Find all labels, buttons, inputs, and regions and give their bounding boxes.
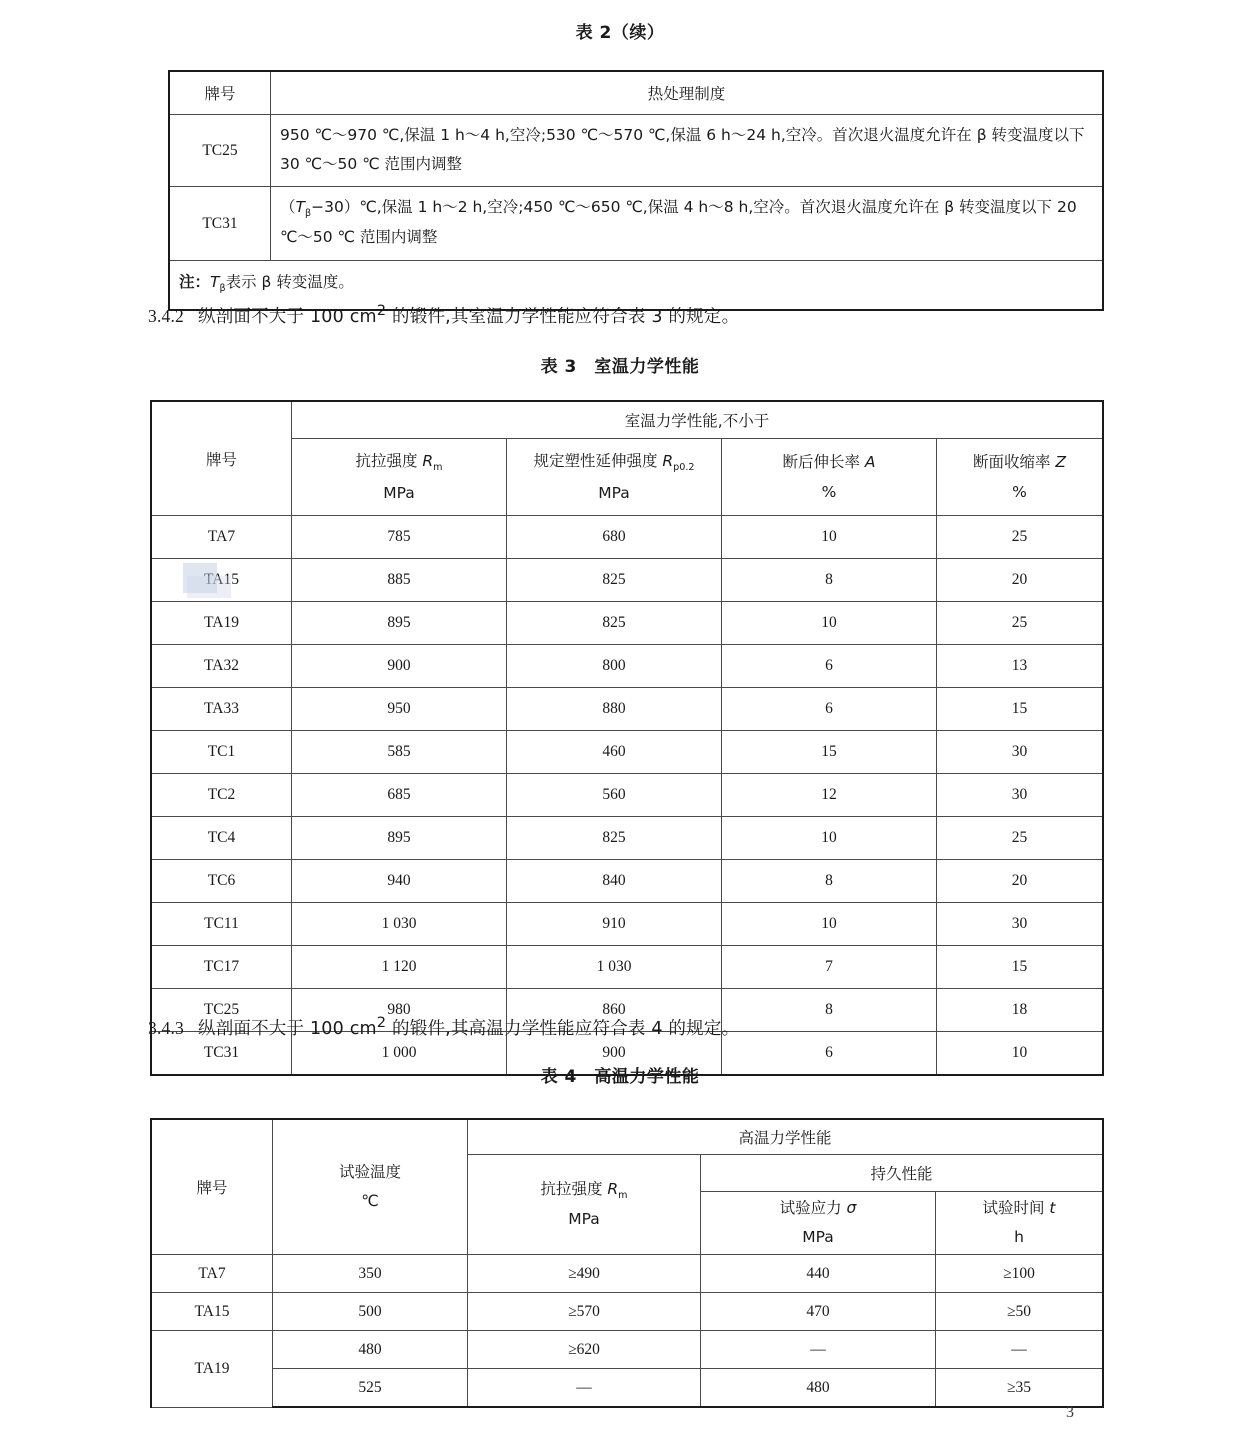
table3-elongation: 10 bbox=[722, 602, 937, 645]
table2-header-treatment: 热处理制度 bbox=[271, 71, 1104, 115]
table4-rm: ≥620 bbox=[468, 1331, 701, 1369]
table4-grade: TA19 bbox=[151, 1331, 273, 1408]
table3-reduction: 20 bbox=[937, 559, 1104, 602]
table3-rp02: 840 bbox=[507, 860, 722, 903]
table3-header-reduction-name: 断面收缩率 bbox=[972, 452, 1056, 471]
table3-rp02: 900 bbox=[507, 1032, 722, 1076]
table3-elongation: 6 bbox=[722, 1032, 937, 1076]
table3-grade: TC2 bbox=[151, 774, 292, 817]
table3-header-rm-symbol: R bbox=[422, 451, 434, 470]
table-row bbox=[151, 1331, 1103, 1369]
table3-rm: 1 120 bbox=[292, 946, 507, 989]
table3-header-rp02-name: 规定塑性延伸强度 bbox=[533, 451, 663, 470]
table3-rm: 895 bbox=[292, 602, 507, 645]
table-row bbox=[151, 1255, 1103, 1293]
table3-rm: 1 000 bbox=[292, 1032, 507, 1076]
table3-header-rm bbox=[292, 439, 507, 516]
table3-reduction: 30 bbox=[937, 731, 1104, 774]
table3-header-rm-name: 抗拉强度 bbox=[355, 451, 423, 470]
table4-rm: ≥570 bbox=[468, 1293, 701, 1331]
table3-grade: TC31 bbox=[151, 1032, 292, 1076]
table4-header-rm-symbol: R bbox=[607, 1179, 619, 1198]
table3-rp02: 825 bbox=[507, 817, 722, 860]
table4-rm: ≥490 bbox=[468, 1255, 701, 1293]
table3-header-elongation bbox=[722, 439, 937, 516]
table4-header-test-time-unit: h bbox=[1014, 1228, 1024, 1246]
table-3-room-temperature-properties bbox=[150, 400, 1104, 1076]
table2-treatment-tc25 bbox=[271, 115, 1104, 187]
table4-stress: — bbox=[701, 1331, 936, 1369]
table3-grade: TA7 bbox=[151, 516, 292, 559]
table3-rm: 895 bbox=[292, 817, 507, 860]
table-2-continued bbox=[168, 70, 1104, 311]
table3-header-rp02-symbol: R bbox=[662, 451, 674, 470]
table2-treatment-tc31 bbox=[271, 187, 1104, 261]
table-row bbox=[151, 731, 1103, 774]
table4-header-test-stress bbox=[701, 1192, 936, 1255]
table3-grade: TC17 bbox=[151, 946, 292, 989]
table-row bbox=[169, 187, 1103, 261]
table-row bbox=[151, 817, 1103, 860]
table3-elongation: 10 bbox=[722, 516, 937, 559]
table3-rm: 900 bbox=[292, 645, 507, 688]
table2-grade-tc31: TC31 bbox=[169, 187, 271, 261]
table3-rp02: 680 bbox=[507, 516, 722, 559]
table3-rp02: 1 030 bbox=[507, 946, 722, 989]
table3-reduction: 13 bbox=[937, 645, 1104, 688]
table4-time: — bbox=[936, 1331, 1104, 1369]
page-number: 3 bbox=[1066, 1404, 1074, 1421]
note-tbeta-symbol: T bbox=[210, 273, 220, 292]
table3-caption: 表 3 室温力学性能 bbox=[540, 357, 700, 377]
table4-group-header: 高温力学性能 bbox=[468, 1119, 1104, 1155]
table-row bbox=[151, 903, 1103, 946]
table3-reduction: 15 bbox=[937, 946, 1104, 989]
table3-elongation: 6 bbox=[722, 645, 937, 688]
table3-reduction: 10 bbox=[937, 1032, 1104, 1076]
table2-header-row bbox=[169, 71, 1103, 115]
table3-grade: TA15 bbox=[151, 559, 292, 602]
table4-temp: 500 bbox=[273, 1293, 468, 1331]
table4-grade: TA15 bbox=[151, 1293, 273, 1331]
tc31-tbeta-symbol: T bbox=[295, 198, 305, 217]
note-tbeta-subscript: β bbox=[219, 283, 226, 295]
table-row bbox=[151, 602, 1103, 645]
table4-temp: 525 bbox=[273, 1369, 468, 1408]
table3-rp02: 910 bbox=[507, 903, 722, 946]
table3-reduction: 30 bbox=[937, 774, 1104, 817]
table3-rm: 585 bbox=[292, 731, 507, 774]
table3-header-rp02-unit: MPa bbox=[598, 483, 630, 502]
table4-header-test-stress-unit: MPa bbox=[802, 1228, 834, 1246]
table3-header-grade: 牌号 bbox=[151, 401, 292, 516]
table3-header-elongation-name: 断后伸长率 bbox=[782, 452, 865, 471]
table-row bbox=[151, 559, 1103, 602]
clause-3-4-2-text-a: 纵剖面不大于 100 cm bbox=[198, 306, 377, 327]
table3-header-reduction-symbol: Z bbox=[1055, 452, 1067, 471]
table4-stress: 440 bbox=[701, 1255, 936, 1293]
clause-3-4-3-number: 3.4.3 bbox=[148, 1017, 184, 1038]
table4-header-rm-subscript: m bbox=[618, 1189, 628, 1201]
clause-3-4-2-number: 3.4.2 bbox=[148, 305, 184, 326]
table-row bbox=[169, 115, 1103, 187]
table3-grade: TC11 bbox=[151, 903, 292, 946]
table4-caption: 表 4 高温力学性能 bbox=[540, 1067, 700, 1087]
tc31-paren: （ bbox=[280, 198, 296, 217]
table4-header-test-stress-symbol: σ bbox=[846, 1198, 857, 1217]
clause-3-4-3-text-a: 纵剖面不大于 100 cm bbox=[198, 1018, 377, 1039]
table3-reduction: 30 bbox=[937, 903, 1104, 946]
table3-rm: 940 bbox=[292, 860, 507, 903]
note-label: 注： bbox=[179, 273, 211, 292]
table3-rm: 950 bbox=[292, 688, 507, 731]
clause-3-4-2-text-b: 的锻件,其室温力学性能应符合表 3 的规定。 bbox=[386, 306, 740, 327]
table4-header-test-temperature-name: 试验温度 bbox=[338, 1162, 401, 1181]
table4-header-rm-unit: MPa bbox=[568, 1209, 600, 1228]
clause-3-4-3 bbox=[148, 1012, 739, 1042]
table4-stress: 480 bbox=[701, 1369, 936, 1408]
table3-column-header-row bbox=[151, 439, 1103, 516]
tc31-tbeta-subscript: β bbox=[304, 208, 312, 220]
table4-header-grade: 牌号 bbox=[151, 1119, 273, 1255]
clause-3-4-2-superscript: 2 bbox=[376, 302, 387, 319]
note-text: 表示 β 转变温度。 bbox=[225, 273, 354, 292]
table-row bbox=[151, 1369, 1103, 1408]
table3-rp02: 860 bbox=[507, 989, 722, 1032]
table3-grade: TC1 bbox=[151, 731, 292, 774]
table3-header-rm-unit: MPa bbox=[383, 483, 415, 502]
table3-reduction: 18 bbox=[937, 989, 1104, 1032]
table3-grade: TC6 bbox=[151, 860, 292, 903]
table3-elongation: 7 bbox=[722, 946, 937, 989]
table3-header-elongation-unit: % bbox=[821, 483, 837, 501]
table4-header-test-time bbox=[936, 1192, 1104, 1255]
table4-header-test-time-symbol: t bbox=[1049, 1198, 1056, 1217]
table3-rm: 685 bbox=[292, 774, 507, 817]
table3-rm: 1 030 bbox=[292, 903, 507, 946]
table3-elongation: 12 bbox=[722, 774, 937, 817]
table3-elongation: 8 bbox=[722, 860, 937, 903]
table4-header-test-temperature bbox=[273, 1119, 468, 1255]
table4-header-test-time-name: 试验时间 bbox=[982, 1198, 1050, 1217]
table-row bbox=[151, 645, 1103, 688]
table3-reduction: 15 bbox=[937, 688, 1104, 731]
table3-rp02: 560 bbox=[507, 774, 722, 817]
table3-header-reduction bbox=[937, 439, 1104, 516]
clause-3-4-3-superscript: 2 bbox=[376, 1014, 387, 1031]
table3-header-elongation-symbol: A bbox=[864, 452, 876, 471]
table3-header-rp02-subscript: p0.2 bbox=[673, 462, 695, 474]
table4-header-test-stress-name: 试验应力 bbox=[779, 1198, 847, 1217]
table3-reduction: 25 bbox=[937, 817, 1104, 860]
table2-grade-tc25: TC25 bbox=[169, 115, 271, 187]
table3-grade: TA33 bbox=[151, 688, 292, 731]
table4-header-rm bbox=[468, 1155, 701, 1255]
table3-rp02: 800 bbox=[507, 645, 722, 688]
table3-rm: 885 bbox=[292, 559, 507, 602]
table3-rp02: 880 bbox=[507, 688, 722, 731]
table3-grade: TC25 bbox=[151, 989, 292, 1032]
table2-caption: 表 2（续） bbox=[575, 23, 665, 43]
table3-header-rp02 bbox=[507, 439, 722, 516]
table3-header-reduction-unit: % bbox=[1012, 483, 1027, 501]
table3-rp02: 460 bbox=[507, 731, 722, 774]
table4-temp: 350 bbox=[273, 1255, 468, 1293]
table-4-high-temperature-properties bbox=[150, 1118, 1104, 1408]
table4-time: ≥100 bbox=[936, 1255, 1104, 1293]
table4-temp: 480 bbox=[273, 1331, 468, 1369]
table3-header-rm-subscript: m bbox=[433, 462, 443, 474]
table3-elongation: 8 bbox=[722, 989, 937, 1032]
table-row bbox=[151, 860, 1103, 903]
table-row bbox=[151, 688, 1103, 731]
table3-grade: TA32 bbox=[151, 645, 292, 688]
table3-elongation: 10 bbox=[722, 817, 937, 860]
table4-group-header-row bbox=[151, 1119, 1103, 1155]
table4-stress: 470 bbox=[701, 1293, 936, 1331]
table2-treatment-tc31-text: −30）℃,保温 1 h～2 h,空冷;450 ℃～650 ℃,保温 4 h～8 h,空冷。首次退火温度允许在 β 转变温度以下 20 ℃～50 ℃ 范围内调整 bbox=[280, 198, 1077, 247]
table3-reduction: 20 bbox=[937, 860, 1104, 903]
table3-reduction: 25 bbox=[937, 516, 1104, 559]
table2-treatment-tc25-text: 950 ℃～970 ℃,保温 1 h～4 h,空冷;530 ℃～570 ℃,保温 6 h～24 h,空冷。首次退火温度允许在 β 转变温度以下 30 ℃～50 ℃ 范围内调整 bbox=[280, 126, 1085, 173]
table4-time: ≥35 bbox=[936, 1369, 1104, 1408]
clause-3-4-3-text-b: 的锻件,其高温力学性能应符合表 4 的规定。 bbox=[386, 1018, 740, 1039]
table4-time: ≥50 bbox=[936, 1293, 1104, 1331]
table-row bbox=[151, 516, 1103, 559]
table3-grade: TA19 bbox=[151, 602, 292, 645]
table4-subgroup-header: 持久性能 bbox=[701, 1155, 1104, 1192]
table-row bbox=[151, 1293, 1103, 1331]
table-row bbox=[151, 774, 1103, 817]
table2-header-grade: 牌号 bbox=[169, 71, 271, 115]
table3-grade: TC4 bbox=[151, 817, 292, 860]
table3-rm: 980 bbox=[292, 989, 507, 1032]
table4-rm: — bbox=[468, 1369, 701, 1408]
clause-3-4-2 bbox=[148, 300, 739, 330]
table3-elongation: 6 bbox=[722, 688, 937, 731]
table4-header-test-temperature-unit: ℃ bbox=[361, 1192, 379, 1210]
table3-group-header: 室温力学性能,不小于 bbox=[292, 401, 1104, 439]
table3-elongation: 15 bbox=[722, 731, 937, 774]
table3-reduction: 25 bbox=[937, 602, 1104, 645]
table3-group-header-row bbox=[151, 401, 1103, 439]
table4-header-rm-name: 抗拉强度 bbox=[540, 1179, 608, 1198]
table3-rp02: 825 bbox=[507, 602, 722, 645]
table-row bbox=[151, 946, 1103, 989]
table3-rm: 785 bbox=[292, 516, 507, 559]
table3-rp02: 825 bbox=[507, 559, 722, 602]
table4-grade: TA7 bbox=[151, 1255, 273, 1293]
table3-elongation: 10 bbox=[722, 903, 937, 946]
table3-elongation: 8 bbox=[722, 559, 937, 602]
